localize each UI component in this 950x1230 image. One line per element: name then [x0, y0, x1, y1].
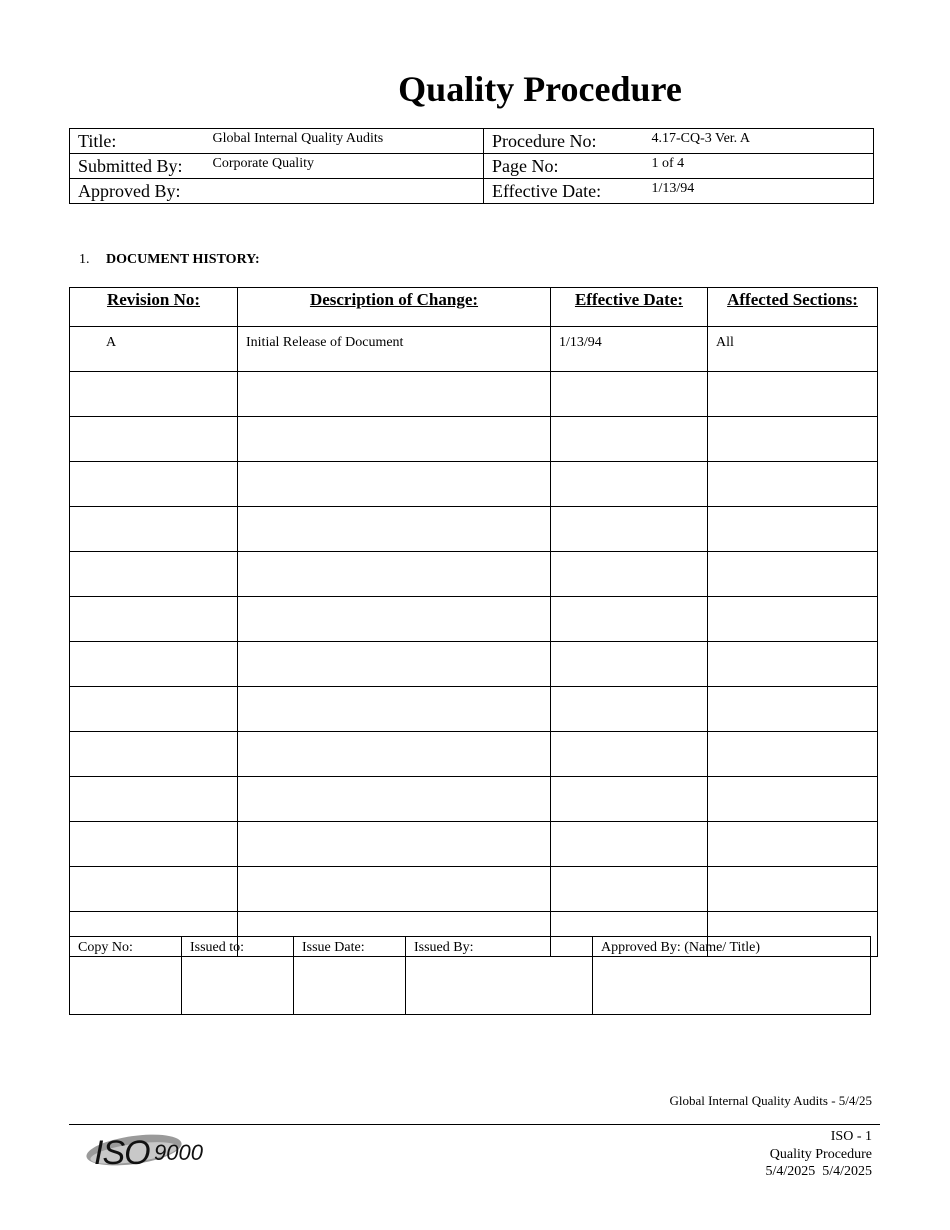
history-cell [70, 507, 238, 552]
history-cell [551, 777, 708, 822]
history-cell [551, 552, 708, 597]
history-cell [551, 597, 708, 642]
history-row [70, 822, 878, 867]
section-title: DOCUMENT HISTORY: [106, 252, 260, 267]
column-header: Description of Change: [238, 288, 551, 327]
history-cell [238, 732, 551, 777]
history-cell [551, 372, 708, 417]
history-cell [551, 642, 708, 687]
history-cell [238, 507, 551, 552]
footer-info [765, 1128, 872, 1181]
history-cell [70, 462, 238, 507]
history-cell [551, 822, 708, 867]
column-header: Affected Sections: [708, 288, 878, 327]
page-no-value: 1 of 4 [652, 154, 874, 179]
column-header: Revision No: [70, 288, 238, 327]
copy-no-cell: Copy No: [70, 937, 182, 1015]
history-cell [238, 417, 551, 462]
procedure-no-label: Procedure No: [484, 129, 652, 154]
history-cell [70, 552, 238, 597]
history-cell [238, 552, 551, 597]
footer-divider [69, 1124, 880, 1125]
history-cell [238, 597, 551, 642]
footer-dates: 5/4/2025 5/4/2025 [765, 1164, 872, 1179]
history-row [70, 867, 878, 912]
history-cell: 1/13/94 [551, 327, 708, 372]
info-row [70, 154, 874, 179]
history-row [70, 417, 878, 462]
history-row [70, 687, 878, 732]
history-cell [551, 867, 708, 912]
approved-by-cell: Approved By: (Name/ Title) [593, 937, 871, 1015]
history-row [70, 507, 878, 552]
history-row [70, 732, 878, 777]
issued-by-cell: Issued By: [406, 937, 593, 1015]
history-cell [70, 597, 238, 642]
history-row [70, 462, 878, 507]
page-title: Quality Procedure [398, 69, 682, 109]
history-cell [708, 777, 878, 822]
distribution-table [69, 936, 871, 1015]
document-history-table [69, 287, 878, 957]
history-cell [551, 687, 708, 732]
section-heading [79, 252, 260, 268]
history-cell [708, 732, 878, 777]
history-cell [70, 372, 238, 417]
history-cell [708, 867, 878, 912]
iso-9000-logo [84, 1126, 219, 1170]
history-cell [708, 507, 878, 552]
issued-to-cell: Issued to: [182, 937, 294, 1015]
approved-by-value [213, 179, 484, 204]
title-value: Global Internal Quality Audits [213, 129, 484, 154]
history-cell [708, 597, 878, 642]
submitted-by-value: Corporate Quality [213, 154, 484, 179]
history-row [70, 777, 878, 822]
history-cell [238, 642, 551, 687]
title-label: Title: [70, 129, 213, 154]
history-header-row [70, 288, 878, 327]
history-row [70, 642, 878, 687]
issue-date-cell: Issue Date: [294, 937, 406, 1015]
history-cell [238, 777, 551, 822]
approved-by-label: Approved By: [70, 179, 213, 204]
footer-doc-name: Quality Procedure [769, 1146, 872, 1162]
effective-date-value: 1/13/94 [652, 179, 874, 204]
history-cell [238, 372, 551, 417]
history-cell [708, 372, 878, 417]
procedure-no-value: 4.17-CQ-3 Ver. A [652, 129, 874, 154]
history-cell: A [70, 327, 238, 372]
effective-date-label: Effective Date: [484, 179, 652, 204]
history-row [70, 327, 878, 372]
history-cell [551, 462, 708, 507]
history-cell [70, 732, 238, 777]
history-cell [70, 777, 238, 822]
history-cell [708, 462, 878, 507]
history-cell [708, 417, 878, 462]
info-row [70, 179, 874, 204]
history-cell [238, 687, 551, 732]
page-no-label: Page No: [484, 154, 652, 179]
history-cell [70, 867, 238, 912]
history-row [70, 372, 878, 417]
history-cell: Initial Release of Document [238, 327, 551, 372]
history-cell [70, 642, 238, 687]
history-cell [708, 642, 878, 687]
footer-page-id: ISO - 1 [830, 1129, 872, 1144]
history-cell [238, 867, 551, 912]
history-cell [708, 687, 878, 732]
procedure-info-table [69, 128, 874, 204]
footer-reference: Global Internal Quality Audits - 5/4/25 [669, 1093, 872, 1108]
column-header: Effective Date: [551, 288, 708, 327]
history-cell [708, 822, 878, 867]
history-cell [551, 417, 708, 462]
section-number: 1. [79, 252, 90, 267]
history-row [70, 597, 878, 642]
svg-text:9000: 9000 [154, 1140, 203, 1165]
history-row [70, 552, 878, 597]
svg-text:ISO: ISO [94, 1134, 150, 1170]
history-cell [708, 552, 878, 597]
history-cell [551, 507, 708, 552]
history-cell [551, 732, 708, 777]
submitted-by-label: Submitted By: [70, 154, 213, 179]
history-cell [70, 687, 238, 732]
history-cell [238, 822, 551, 867]
history-cell [70, 822, 238, 867]
history-cell [238, 462, 551, 507]
info-row [70, 129, 874, 154]
history-cell: All [708, 327, 878, 372]
history-cell [70, 417, 238, 462]
distribution-row [70, 937, 871, 1015]
